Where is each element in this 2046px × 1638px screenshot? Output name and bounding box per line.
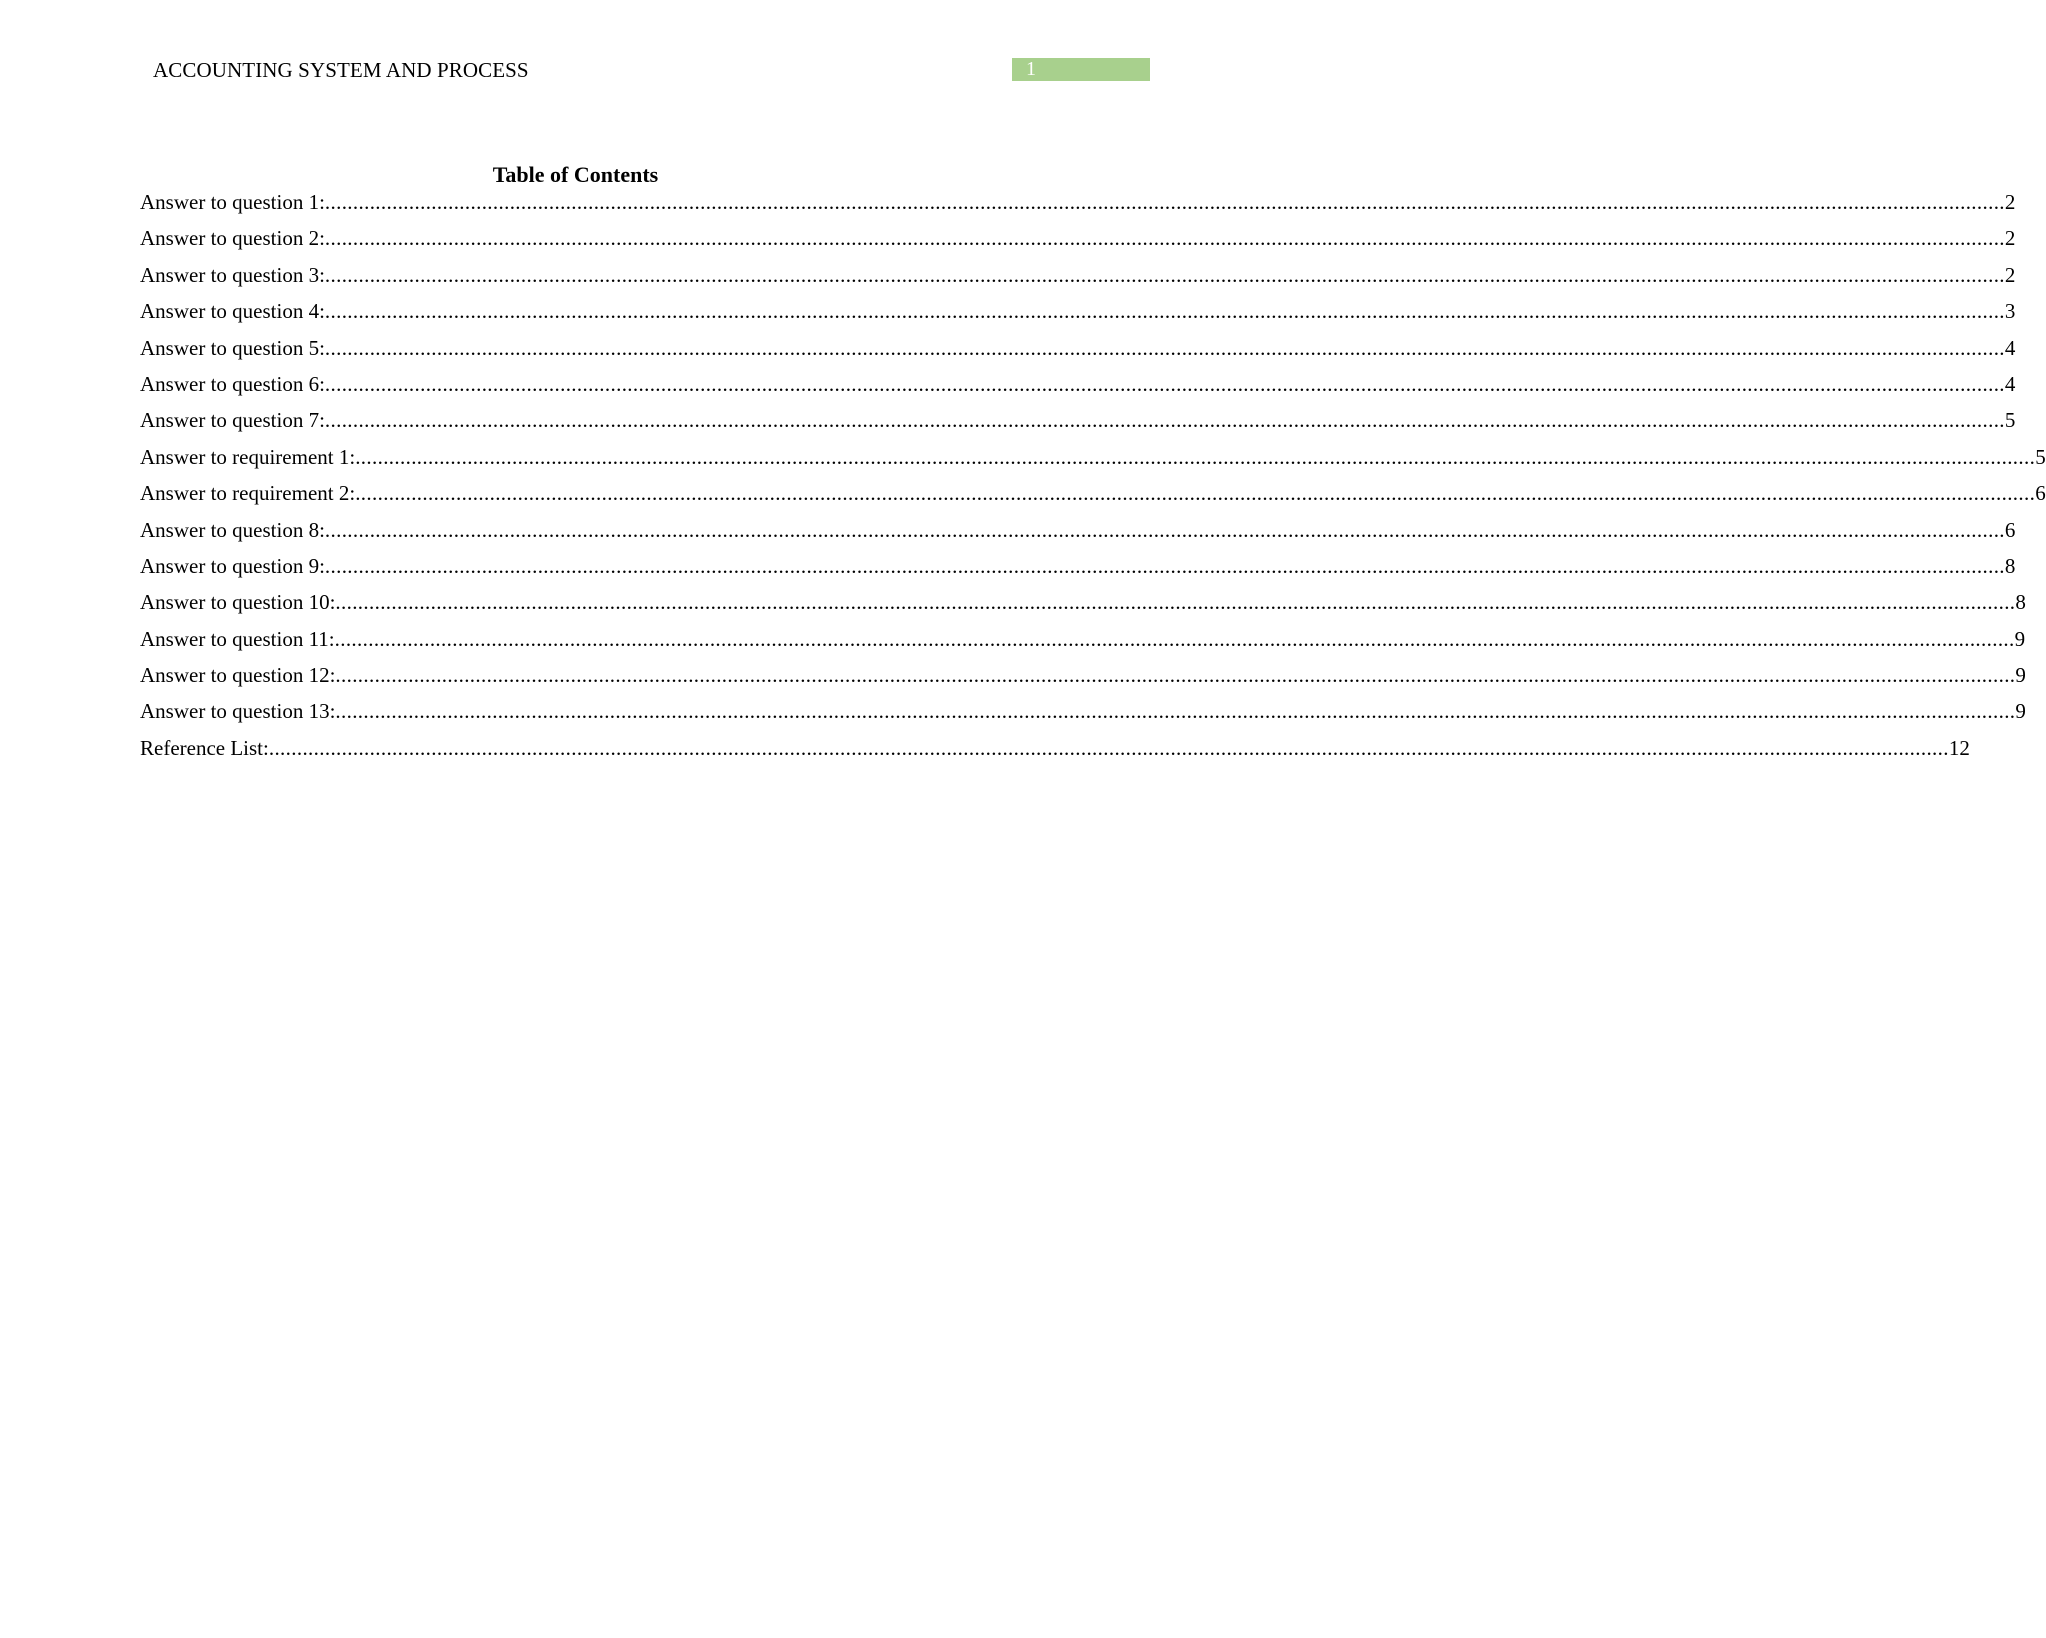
toc-entry-label: Answer to question 12: [140,663,336,688]
toc-dot-leader: ............................................................................................................................................................................................................................................................................................................ [335,699,2016,724]
toc-entry-page: 4 [2004,335,2016,360]
toc-entry[interactable] [140,662,2026,698]
toc-entry[interactable] [140,735,1970,771]
toc-dot-leader: ............................................................................................................................................................................................................................................................................................................ [324,299,2005,324]
toc-entry-label: Answer to question 8: [140,517,325,542]
page-number-box [1012,58,1150,81]
toc-entry[interactable] [140,517,2016,553]
toc-dot-leader: ............................................................................................................................................................................................................................................................................................................ [324,190,2005,214]
toc-entry-label: Answer to question 6: [140,371,325,396]
toc-entry-label: Answer to requirement 2: [140,481,356,506]
toc-entry[interactable] [140,553,2016,589]
toc-entry[interactable] [140,262,2016,298]
toc-dot-leader: ............................................................................................................................................................................................................................................................................................................ [355,444,2036,469]
toc-entry-page: 5 [2035,444,2046,469]
toc-list [140,189,2046,771]
toc-dot-leader: ............................................................................................................................................................................................................................................................................................................ [324,226,2005,251]
toc-entry-page: 6 [2035,481,2046,506]
toc-entry-label: Answer to question 5: [140,335,325,360]
toc-entry-page: 2 [2004,226,2016,251]
toc-entry-page: 9 [2015,663,2026,688]
toc-entry-label: Answer to question 11: [140,626,335,651]
toc-entry-page: 9 [2014,626,2026,651]
toc-dot-leader: ............................................................................................................................................................................................................................................................................................................ [335,590,2016,615]
toc-entry[interactable] [140,444,2046,480]
toc-entry-page: 3 [2004,299,2016,324]
toc-entry-label: Answer to question 10: [140,590,336,615]
toc-entry[interactable] [140,626,2026,662]
toc-entry[interactable] [140,589,2026,625]
toc-entry-page: 2 [2004,262,2016,287]
toc-dot-leader: ............................................................................................................................................................................................................................................................................................................ [324,335,2005,360]
running-header-title: ACCOUNTING SYSTEM AND PROCESS [153,58,529,82]
toc-dot-leader: ............................................................................................................................................................................................................................................................................................................ [355,481,2036,506]
toc-dot-leader: ............................................................................................................................................................................................................................................................................................................ [324,408,2005,433]
toc-entry[interactable] [140,335,2016,371]
toc-entry-page: 5 [2004,408,2016,433]
toc-entry-label: Answer to question 4: [140,299,325,324]
toc-entry[interactable] [140,298,2016,334]
toc-heading: Table of Contents [492,162,659,187]
toc-entry[interactable] [140,698,2026,734]
toc-entry[interactable] [140,407,2016,443]
toc-dot-leader: ............................................................................................................................................................................................................................................................................................................ [324,262,2005,287]
toc-entry-label: Answer to question 2: [140,226,325,251]
toc-entry-label: Answer to question 9: [140,553,325,578]
toc-entry[interactable] [140,480,2046,516]
toc-entry-label: Answer to requirement 1: [140,444,356,469]
toc-entry-label: Answer to question 13: [140,699,336,724]
toc-entry-page: 12 [1948,735,1970,760]
toc-dot-leader: ............................................................................................................................................................................................................................................................................................................ [324,553,2005,578]
toc-dot-leader: ............................................................................................................................................................................................................................................................................................................ [334,626,2015,651]
toc-dot-leader: ............................................................................................................................................................................................................................................................................................................ [324,517,2005,542]
toc-entry-page: 2 [2004,190,2016,214]
toc-entry-page: 4 [2004,371,2016,396]
toc-dot-leader: ............................................................................................................................................................................................................................................................................................................ [335,663,2016,688]
toc-entry[interactable] [140,371,2016,407]
page-number: 1 [1026,58,1036,80]
toc-entry-page: 6 [2004,517,2016,542]
toc-dot-leader: ............................................................................................................................................................................................................................................................................................................ [268,735,1949,760]
toc-entry-label: Answer to question 7: [140,408,325,433]
toc-entry-label: Reference List: [140,735,269,760]
toc-entry-page: 8 [2004,553,2016,578]
toc-entry[interactable] [140,189,2016,225]
toc-entry-label: Answer to question 1: [140,190,325,214]
toc-dot-leader: ............................................................................................................................................................................................................................................................................................................ [324,371,2005,396]
toc-entry-page: 9 [2015,699,2026,724]
toc-entry[interactable] [140,225,2016,261]
toc-entry-label: Answer to question 3: [140,262,325,287]
toc-entry-page: 8 [2015,590,2026,615]
